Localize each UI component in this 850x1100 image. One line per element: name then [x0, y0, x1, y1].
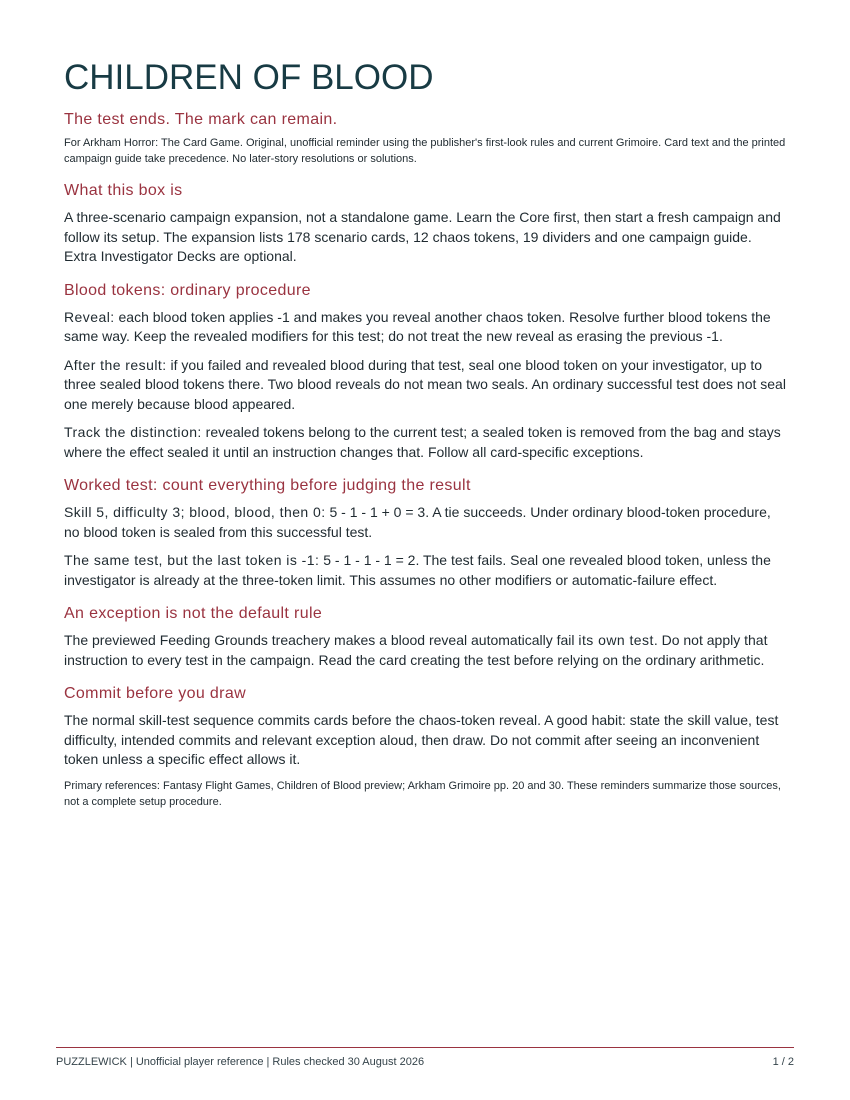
section-paragraph — [64, 423, 786, 462]
page-title: CHILDREN OF BLOOD — [64, 58, 434, 97]
section-paragraph — [64, 503, 786, 542]
paragraph-text: 5 - 1 - 1 + 0 = 3. A tie succeeds. Under ordinary blood-token procedure, no blood token is sealed from this successful test. — [64, 504, 771, 540]
paragraph-text: if you failed and revealed blood during that test, seal one blood token on your investigator, up to three sealed blood tokens there. Two blood reveals do not mean two seals. An ordinary successful test does not seal one merely because blood appeared. — [64, 356, 786, 412]
section-paragraph: A three-scenario campaign expansion, not a standalone game. Learn the Core first, then start a fresh campaign and follow its setup. The expansion lists 178 scenario cards, 12 chaos tokens, 19 dividers and one campaign guide. Extra Investigator Decks are optional. — [64, 209, 781, 264]
paragraph-lead: After the result: — [64, 356, 167, 373]
section-heading: An exception is not the default rule — [64, 605, 323, 622]
section-paragraph — [64, 631, 786, 670]
section-heading: Commit before you draw — [64, 685, 246, 702]
paragraph-text: . Do not apply that instruction to every test in the campaign. Read the card creating the test before relying on the ordinary arithmetic. — [64, 632, 768, 668]
paragraph-text: each blood token applies -1 and makes you reveal another chaos token. Resolve further blood tokens the same way. Keep the revealed modifiers for this test; do not treat the new reveal as erasing the previous -1. — [64, 308, 771, 344]
footer-credit: PUZZLEWICK | Unofficial player reference | Rules checked 30 August 2026 — [56, 1056, 425, 1068]
section-heading: Blood tokens: ordinary procedure — [64, 281, 311, 299]
section-heading: Worked test: count everything before judging the result — [64, 477, 471, 494]
intro-note: For Arkham Horror: The Card Game. Original, unofficial reminder using the publisher's first-look rules and current Grimoire. Card text and the printed campaign guide take precedence. No later-story resolutions or solutions. — [64, 137, 786, 165]
section-paragraph — [64, 551, 786, 590]
section-worked-test — [64, 476, 786, 590]
section-commit — [64, 684, 786, 770]
paragraph-text: 5 - 1 - 1 - 1 = 2. The test fails. Seal one revealed blood token, unless the investigator is already at the three-token limit. This assumes no other modifiers or automatic-failure effect. — [64, 552, 771, 588]
page-footer — [56, 1047, 794, 1069]
page-number: 1 / 2 — [772, 1056, 794, 1068]
paragraph-lead: Track the distinction: — [64, 424, 202, 440]
section-exception — [64, 604, 786, 670]
paragraph-lead: Reveal: — [64, 308, 115, 325]
section-box — [64, 181, 786, 267]
page-subtitle: The test ends. The mark can remain. — [64, 111, 338, 128]
section-paragraph — [64, 356, 786, 415]
section-paragraph: The normal skill-test sequence commits cards before the chaos-token reveal. A good habit: state the skill value, test difficulty, intended commits and relevant exception aloud, then draw. Do not commit after seeing an inconvenient token unless a specific effect allows it. — [64, 712, 779, 767]
paragraph-text: The previewed Feeding Grounds treachery makes a blood reveal automatically fail — [64, 632, 579, 648]
document-page — [64, 58, 786, 810]
section-paragraph — [64, 308, 786, 347]
section-heading: What this box is — [64, 182, 183, 199]
paragraph-lead: Skill 5, difficulty 3; blood, blood, then 0: — [64, 504, 326, 520]
paragraph-text: revealed tokens belong to the current test; a sealed token is removed from the bag and stays where the effect sealed it until an instruction changes that. Follow all card-specific exceptions. — [64, 424, 781, 460]
paragraph-lead: The same test, but the last token is -1: — [64, 552, 320, 568]
references-note: Primary references: Fantasy Flight Games, Children of Blood preview; Arkham Grimoire pp. 20 and 30. These reminders summarize those sources, not a complete setup procedure. — [64, 779, 781, 808]
section-blood-tokens — [64, 281, 786, 463]
paragraph-emphasis: its own test — [578, 632, 654, 648]
